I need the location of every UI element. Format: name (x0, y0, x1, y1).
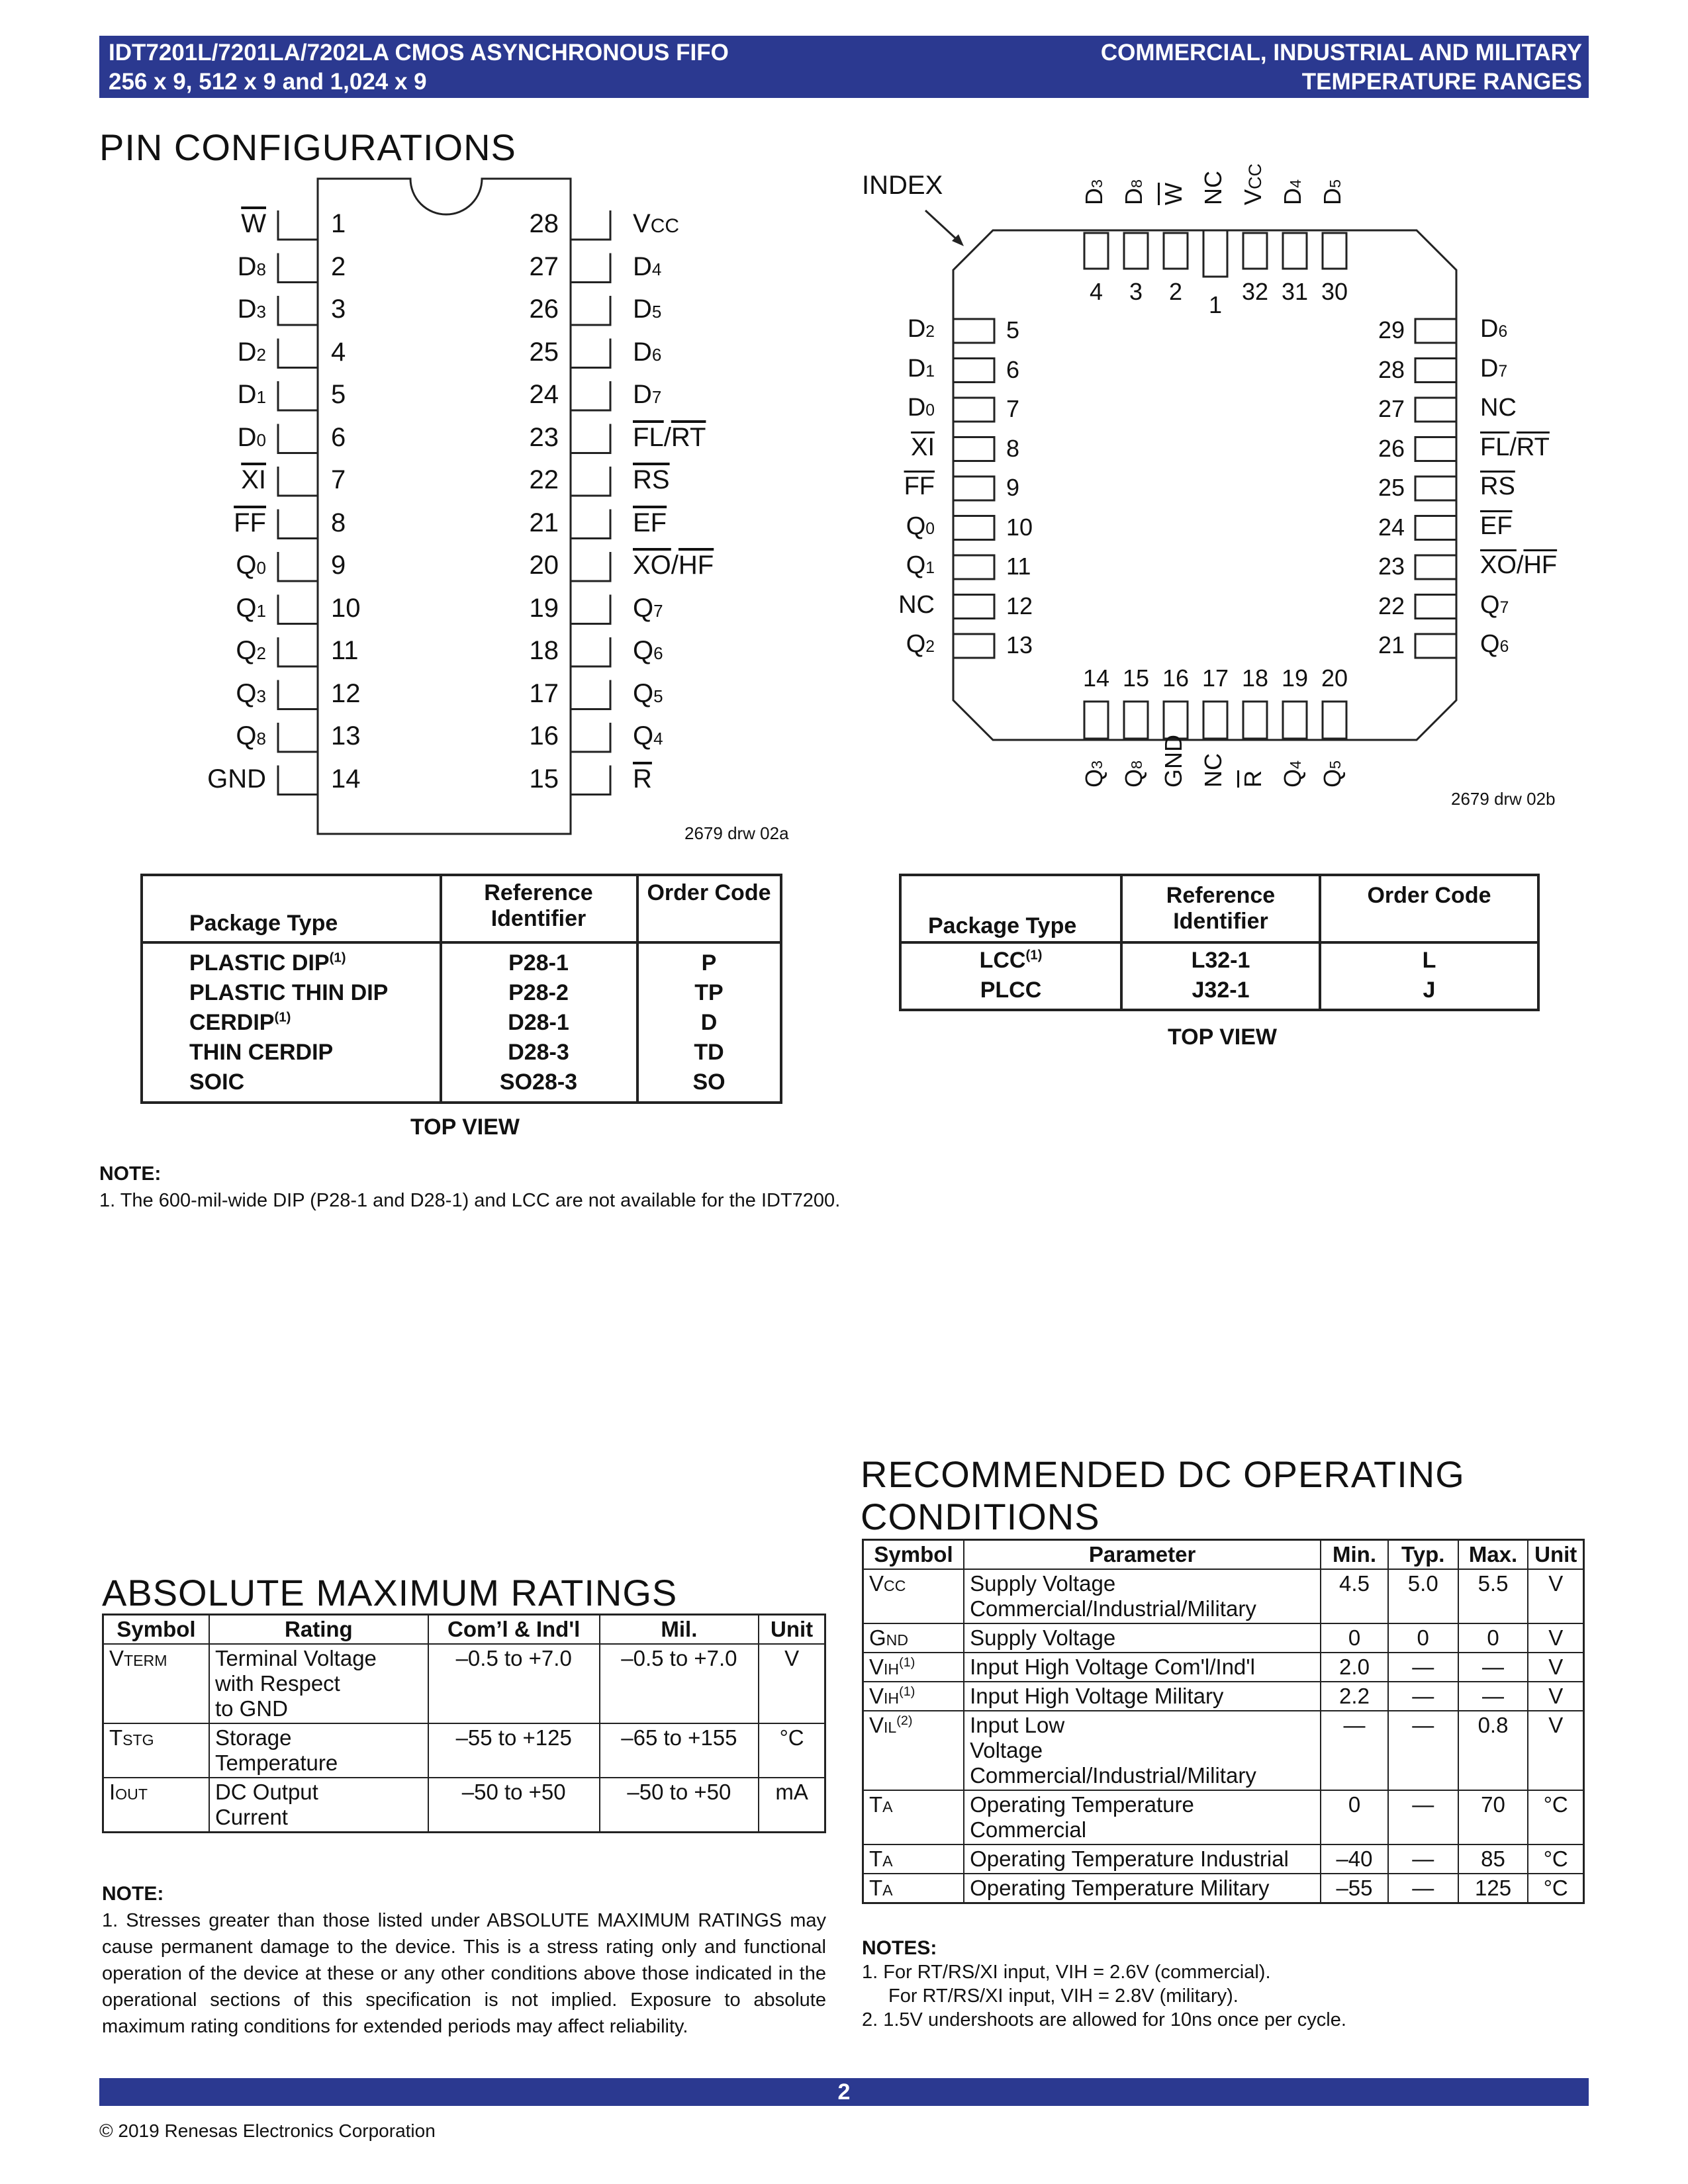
abs-cell-unit: mA (759, 1778, 825, 1833)
lcc-right-pad (1415, 634, 1456, 658)
dip-right-pin-name: $\overline{EF}$ (633, 508, 667, 537)
lcc-left-pin-number: 13 (1006, 631, 1033, 659)
dc-notes (862, 1936, 1346, 2032)
dip-right-pin-number: 16 (529, 721, 559, 751)
pkg-row-type: PLASTIC DIP$^{(1)}$ (189, 950, 346, 976)
abs-cell-mil: –50 to +50 (600, 1778, 759, 1833)
lcc-left-pad (953, 319, 994, 343)
lcc-pkg-row-reference: J32-1 (1192, 978, 1250, 1003)
lcc-top-pad (1124, 233, 1148, 269)
pkg-row-reference: D28-3 (508, 1040, 569, 1065)
dc-row (863, 1874, 1584, 1903)
lcc-right-pin-number: 28 (1378, 355, 1405, 383)
dip-left-pin-name: Q8 (236, 721, 266, 751)
dc-header-parameter: Parameter (964, 1540, 1321, 1570)
dc-cell-parameter: Supply Voltage Commercial/Industrial/Military (964, 1569, 1321, 1623)
lcc-left-pin-name: Q0 (906, 512, 935, 540)
lcc-pkg-row-reference: L32-1 (1191, 948, 1250, 973)
abs-row (103, 1723, 825, 1778)
dc-cell-typ: — (1388, 1653, 1458, 1682)
dc-cell-typ: 5.0 (1388, 1569, 1458, 1623)
dip-left-pin-number: 8 (331, 508, 346, 537)
package-note (99, 1161, 840, 1214)
pkg-row-order: TP (694, 980, 724, 1005)
dip-right-pin-name: $\overline{XO}/\overline{HF}$ (633, 551, 714, 580)
lcc-left-pin-number: 5 (1006, 316, 1020, 343)
dc-header-min: Min. (1321, 1540, 1388, 1570)
dip-left-pin-number: 7 (331, 465, 346, 494)
lcc-col-header-order: Order Code (1367, 883, 1491, 908)
lcc-col-header-reference: Reference Identifier (1166, 883, 1276, 934)
dip-left-pin-name: Q1 (236, 593, 266, 623)
dc-cell-min: 2.2 (1321, 1682, 1388, 1711)
dc-notes-title: NOTES: (862, 1937, 937, 1959)
dc-cell-max: 125 (1458, 1874, 1528, 1903)
lcc-bottom-pad (1124, 702, 1148, 739)
dc-cell-max: — (1458, 1653, 1528, 1682)
abs-cell-coml: –50 to +50 (428, 1778, 600, 1833)
copyright: © 2019 Renesas Electronics Corporation (99, 2120, 436, 2141)
lcc-right-pin-number: 29 (1378, 316, 1405, 343)
abs-cell-rating: Storage Temperature (209, 1723, 428, 1778)
abs-cell-symbol: IOUT (103, 1778, 209, 1833)
abs-max-table (102, 1614, 826, 1833)
lcc-left-pin-name: Q2 (906, 630, 935, 658)
lcc-right-pin-name: $\overline{RS}$ (1480, 473, 1515, 500)
lcc-top-pin-number: 32 (1241, 278, 1269, 305)
dc-header-row (863, 1540, 1584, 1570)
dc-cell-unit: V (1528, 1623, 1583, 1653)
dip-top-view: TOP VIEW (410, 1115, 520, 1140)
dc-note-1b: For RT/RS/XI input, VIH = 2.8V (military). (888, 1985, 1239, 2007)
dc-cell-typ: — (1388, 1711, 1458, 1790)
lcc-top-pin-name: D8 (1120, 179, 1147, 205)
abs-cell-mil: –65 to +155 (600, 1723, 759, 1778)
pkg-row-reference: P28-1 (508, 950, 569, 976)
lcc-bottom-pin-number: 18 (1241, 664, 1269, 692)
dc-cell-typ: — (1388, 1874, 1458, 1903)
dip-left-pin-name: D3 (237, 295, 266, 324)
dc-cell-min: 0 (1321, 1790, 1388, 1844)
abs-cell-symbol: TSTG (103, 1723, 209, 1778)
lcc-left-pin-number: 6 (1006, 355, 1020, 383)
dip-left-pin-number: 6 (331, 422, 346, 452)
dip-left-pin-number: 5 (331, 380, 346, 409)
lcc-left-pad (953, 634, 994, 658)
lcc-pkg-row-type: LCC$^{(1)}$ (979, 948, 1043, 973)
lcc-right-pin-number: 21 (1378, 631, 1405, 659)
lcc-top-pin-number: 2 (1168, 278, 1183, 305)
lcc-top-pin-number: 30 (1321, 278, 1348, 305)
dip-right-pin-number: 23 (529, 422, 559, 452)
abs-max-note (102, 1881, 826, 2040)
lcc-bottom-pin-name: Q8 (1120, 760, 1147, 788)
lcc-package-outline (0, 0, 1688, 860)
lcc-top-pin-name: D3 (1080, 179, 1107, 205)
lcc-left-pin-name: NC (898, 590, 935, 619)
lcc-top-pin-name: D4 (1279, 179, 1306, 205)
lcc-pkg-row-type: PLCC (980, 978, 1042, 1003)
dc-cell-max: — (1458, 1682, 1528, 1711)
lcc-right-pin-name: Q6 (1480, 630, 1509, 658)
lcc-right-pin-name: NC (1480, 394, 1517, 422)
dip-left-pin-number: 3 (331, 295, 346, 324)
dip-right-pin-name: D7 (633, 380, 662, 409)
lcc-bottom-pad (1164, 702, 1188, 739)
dip-right-pin-number: 17 (529, 678, 559, 708)
lcc-right-pin-number: 22 (1378, 592, 1405, 619)
dip-left-pin-name: D1 (237, 380, 266, 409)
dip-left-pin-name: $\overline{FF}$ (234, 508, 266, 537)
lcc-right-pad (1415, 595, 1456, 619)
dc-cell-symbol: VCC (863, 1569, 964, 1623)
lcc-top-pin-name: D5 (1319, 179, 1346, 205)
dc-cell-max: 70 (1458, 1790, 1528, 1844)
dip-left-pin-name: GND (207, 764, 266, 794)
pkg-row-reference: SO28-3 (499, 1069, 578, 1095)
abs-header-mil: Mil. (600, 1615, 759, 1645)
dc-cell-min: 4.5 (1321, 1569, 1388, 1623)
lcc-left-pad (953, 359, 994, 383)
dip-right-pin-name: D5 (633, 295, 662, 324)
dc-cell-unit: V (1528, 1653, 1583, 1682)
lcc-top-pin-number: 31 (1281, 278, 1309, 305)
dc-cell-max: 5.5 (1458, 1569, 1528, 1623)
dc-cell-symbol: VIH$^{(1)}$ (863, 1682, 964, 1711)
dip-left-pin-name: D8 (237, 251, 266, 281)
dip-left-pin-name: D2 (237, 337, 266, 367)
dc-cell-max: 0.8 (1458, 1711, 1528, 1790)
pkg-row-type: SOIC (189, 1069, 245, 1095)
dip-left-pin-name: Q2 (236, 636, 266, 665)
dip-right-pin-number: 25 (529, 337, 559, 367)
lcc-top-pin-number: 1 (1208, 291, 1223, 318)
lcc-right-pad (1415, 555, 1456, 579)
lcc-left-pad (953, 516, 994, 540)
pkg-row-type: PLASTIC THIN DIP (189, 980, 389, 1005)
abs-row (103, 1644, 825, 1723)
dc-cell-unit: °C (1528, 1874, 1583, 1903)
dc-note-2: 2. 1.5V undershoots are allowed for 10ns once per cycle. (862, 2009, 1346, 2030)
dc-row (863, 1653, 1584, 1682)
abs-max-title: ABSOLUTE MAXIMUM RATINGS (102, 1572, 678, 1614)
package-table-dip (140, 874, 782, 1104)
dc-cell-min: 2.0 (1321, 1653, 1388, 1682)
pin-config-title: PIN CONFIGURATIONS (99, 126, 516, 168)
dip-left-pin-name: $\overline{XI}$ (241, 465, 266, 494)
dc-cell-symbol: TA (863, 1844, 964, 1874)
lcc-left-pin-number: 7 (1006, 395, 1020, 422)
dip-left-pin-number: 12 (331, 678, 361, 708)
abs-header-symbol: Symbol (103, 1615, 209, 1645)
dip-right-pin-name: $\overline{FL}/\overline{RT}$ (633, 422, 706, 452)
lcc-top-pad (1203, 230, 1227, 277)
dc-cell-typ: — (1388, 1682, 1458, 1711)
lcc-right-pin-name: Q7 (1480, 590, 1509, 619)
dc-cell-max: 0 (1458, 1623, 1528, 1653)
dc-conditions-title: RECOMMENDED DC OPERATING CONDITIONS (861, 1453, 1465, 1537)
dip-right-pin-name: $\overline{R}$ (633, 764, 652, 794)
dc-header-max: Max. (1458, 1540, 1528, 1570)
lcc-top-pin-name: VCC (1239, 163, 1266, 205)
dc-row (863, 1844, 1584, 1874)
lcc-top-pin-number: 3 (1129, 278, 1143, 305)
lcc-right-pin-name: D7 (1480, 354, 1508, 383)
dip-right-pin-name: Q6 (633, 636, 663, 665)
lcc-bottom-pin-name: Q3 (1080, 760, 1107, 788)
dip-right-pin-number: 22 (529, 465, 559, 494)
lcc-bottom-pin-number: 16 (1162, 664, 1190, 692)
lcc-left-pin-number: 11 (1006, 553, 1031, 580)
index-label: INDEX (862, 171, 943, 200)
col-header-order: Order Code (647, 880, 771, 905)
lcc-left-pin-number: 8 (1006, 434, 1020, 462)
dc-cell-typ: — (1388, 1790, 1458, 1844)
abs-cell-coml: –0.5 to +7.0 (428, 1644, 600, 1723)
lcc-left-pin-name: $\overline{FF}$ (904, 473, 935, 500)
lcc-left-pin-name: D0 (907, 394, 935, 422)
dip-right-pin-number: 28 (529, 209, 559, 238)
pkg-row-reference: P28-2 (508, 980, 569, 1005)
dip-left-pin-number: 11 (331, 636, 359, 665)
lcc-top-pin-number: 4 (1089, 278, 1103, 305)
lcc-bottom-pin-name: NC (1199, 753, 1227, 788)
dc-cell-symbol: TA (863, 1874, 964, 1903)
dc-cell-parameter: Input High Voltage Military (964, 1682, 1321, 1711)
dip-left-pin-number: 14 (331, 764, 361, 794)
dc-conditions-table (862, 1539, 1585, 1904)
pkg-row-order: P (701, 950, 717, 976)
dip-left-pin-number: 13 (331, 721, 361, 751)
dc-cell-typ: 0 (1388, 1623, 1458, 1653)
lcc-right-pin-name: $\overline{EF}$ (1480, 512, 1513, 540)
lcc-left-pad (953, 595, 994, 619)
lcc-left-pad (953, 555, 994, 579)
pkg-row-order: TD (694, 1040, 724, 1065)
header-range-line2: TEMPERATURE RANGES (1301, 69, 1582, 95)
lcc-left-pad (953, 477, 994, 500)
dip-left-pin-name: D0 (237, 422, 266, 452)
lcc-top-pad (1084, 233, 1108, 269)
abs-note-title: NOTE: (102, 1883, 164, 1905)
lcc-left-pad (953, 437, 994, 461)
lcc-pkg-row-order: J (1423, 978, 1436, 1003)
lcc-top-view: TOP VIEW (1168, 1024, 1278, 1050)
abs-row (103, 1778, 825, 1833)
lcc-bottom-pad (1203, 702, 1227, 739)
dc-cell-parameter: Operating Temperature Military (964, 1874, 1321, 1903)
lcc-right-pin-name: $\overline{XO}/\overline{HF}$ (1480, 551, 1558, 579)
dip-right-pin-name: D6 (633, 337, 662, 367)
lcc-left-pin-number: 9 (1006, 474, 1020, 501)
abs-note-text: 1. Stresses greater than those listed under ABSOLUTE MAXIMUM RATINGS may cause permanent damage to the device. This is a stress rating only and functional operation of the device at these or any other conditions above those indicated in the operational sections of this specification is not implied. Exposure to absolute maximum rating conditions for extended periods may affect reliability. (102, 1910, 826, 2037)
dip-left-pin-number: 4 (331, 337, 346, 367)
dc-cell-symbol: GND (863, 1623, 964, 1653)
package-note-text: 1. The 600-mil-wide DIP (P28-1 and D28-1) and LCC are not available for the IDT7200. (99, 1190, 841, 1211)
dip-right-pin-name: Q4 (633, 721, 663, 751)
lcc-bottom-pin-number: 19 (1281, 664, 1309, 692)
dc-row (863, 1711, 1584, 1790)
lcc-left-pin-name: D1 (907, 354, 935, 383)
dc-cell-min: –40 (1321, 1844, 1388, 1874)
lcc-bottom-pad (1323, 702, 1346, 739)
lcc-right-pin-number: 27 (1378, 395, 1405, 422)
lcc-top-pad (1283, 233, 1307, 269)
lcc-right-pin-name: $\overline{FL}/\overline{RT}$ (1480, 433, 1550, 461)
abs-cell-unit: V (759, 1644, 825, 1723)
dc-cell-unit: °C (1528, 1844, 1583, 1874)
lcc-right-pad (1415, 437, 1456, 461)
abs-header-unit: Unit (759, 1615, 825, 1645)
lcc-bottom-pad (1084, 702, 1108, 739)
lcc-right-pad (1415, 359, 1456, 383)
dc-cell-unit: V (1528, 1569, 1583, 1623)
dc-cell-symbol: VIL$^{(2)}$ (863, 1711, 964, 1790)
dip-right-pin-number: 27 (529, 251, 559, 281)
dc-header-symbol: Symbol (863, 1540, 964, 1570)
dc-cell-max: 85 (1458, 1844, 1528, 1874)
dc-cell-typ: — (1388, 1844, 1458, 1874)
lcc-left-pin-number: 10 (1006, 513, 1033, 541)
dc-row (863, 1569, 1584, 1623)
header-subtitle: 256 x 9, 512 x 9 and 1,024 x 9 (109, 69, 427, 95)
lcc-bottom-pin-number: 17 (1201, 664, 1229, 692)
lcc-bottom-pin-name: Q5 (1319, 760, 1346, 788)
package-table-lcc (899, 874, 1540, 1011)
footer-bar (99, 2078, 1589, 2106)
dip-left-pin-number: 9 (331, 551, 346, 580)
dc-cell-parameter: Operating Temperature Industrial (964, 1844, 1321, 1874)
lcc-col-header-package-type: Package Type (928, 913, 1077, 938)
header-title: IDT7201L/7201LA/7202LA CMOS ASYNCHRONOUS FIFO (109, 40, 729, 66)
dip-right-pin-number: 15 (529, 764, 559, 794)
dip-left-pin-name: $\overline{W}$ (241, 209, 266, 238)
pkg-row-order: D (700, 1010, 718, 1035)
dc-cell-parameter: Input Low Voltage Commercial/Industrial/Military (964, 1711, 1321, 1790)
lcc-top-pad (1323, 233, 1346, 269)
lcc-left-pin-name: Q1 (906, 551, 935, 579)
lcc-left-pin-number: 12 (1006, 592, 1033, 619)
dip-right-pin-name: Q7 (633, 593, 663, 623)
lcc-bottom-pin-number: 15 (1122, 664, 1150, 692)
abs-cell-unit: °C (759, 1723, 825, 1778)
header-range-line1: COMMERCIAL, INDUSTRIAL AND MILITARY (1100, 40, 1582, 66)
dc-cell-unit: °C (1528, 1790, 1583, 1844)
lcc-bottom-pin-name: $\overline{R}$ (1239, 770, 1266, 788)
dc-row (863, 1682, 1584, 1711)
abs-cell-rating: DC Output Current (209, 1778, 428, 1833)
abs-cell-coml: –55 to +125 (428, 1723, 600, 1778)
dip-right-pin-name: D4 (633, 251, 662, 281)
dip-right-pin-number: 18 (529, 636, 559, 665)
lcc-top-pin-name: $\overline{W}$ (1160, 183, 1187, 205)
dip-right-pin-number: 19 (529, 593, 559, 623)
dip-left-pin-number: 10 (331, 593, 361, 623)
dip-drawing-id: 2679 drw 02a (684, 823, 789, 843)
dc-cell-parameter: Operating Temperature Commercial (964, 1790, 1321, 1844)
dip-left-pin-name: Q0 (236, 551, 266, 580)
lcc-right-pin-number: 23 (1378, 553, 1405, 580)
page-number: 2 (837, 2079, 851, 2105)
dc-cell-min: — (1321, 1711, 1388, 1790)
dip-right-pin-number: 21 (529, 508, 559, 537)
lcc-top-pin-name: NC (1199, 171, 1227, 205)
abs-cell-symbol: VTERM (103, 1644, 209, 1723)
dip-right-pin-number: 24 (529, 380, 559, 409)
pkg-row-reference: D28-1 (508, 1010, 569, 1035)
lcc-bottom-pin-number: 14 (1082, 664, 1110, 692)
package-note-title: NOTE: (99, 1163, 162, 1185)
lcc-bottom-pad (1283, 702, 1307, 739)
lcc-top-pad (1243, 233, 1267, 269)
dc-row (863, 1790, 1584, 1844)
abs-header-rating: Rating (209, 1615, 428, 1645)
abs-header-row (103, 1615, 825, 1645)
dc-cell-symbol: TA (863, 1790, 964, 1844)
dip-left-pin-number: 2 (331, 251, 346, 281)
lcc-right-pad (1415, 398, 1456, 422)
dip-right-pin-name: VCC (633, 209, 680, 238)
pkg-row-order: SO (692, 1069, 726, 1095)
dip-right-pin-name: $\overline{RS}$ (633, 465, 670, 494)
pkg-row-type: CERDIP$^{(1)}$ (189, 1010, 291, 1035)
lcc-bottom-pad (1243, 702, 1267, 739)
lcc-left-pad (953, 398, 994, 422)
lcc-right-pin-number: 24 (1378, 513, 1405, 541)
lcc-pkg-row-order: L (1422, 948, 1436, 973)
abs-cell-rating: Terminal Voltage with Respect to GND (209, 1644, 428, 1723)
lcc-drawing-id: 2679 drw 02b (1451, 789, 1556, 809)
lcc-right-pad (1415, 516, 1456, 540)
lcc-left-pin-name: D2 (907, 315, 935, 343)
lcc-top-pad (1164, 233, 1188, 269)
lcc-bottom-pin-name: GND (1160, 735, 1187, 788)
dip-right-pin-number: 26 (529, 295, 559, 324)
col-header-reference: Reference Identifier (484, 880, 593, 931)
lcc-left-pin-name: $\overline{XI}$ (911, 433, 935, 461)
abs-cell-mil: –0.5 to +7.0 (600, 1644, 759, 1723)
lcc-bottom-pin-number: 20 (1321, 664, 1348, 692)
dc-row (863, 1623, 1584, 1653)
lcc-right-pad (1415, 319, 1456, 343)
dip-left-pin-name: Q3 (236, 678, 266, 708)
col-header-package-type: Package Type (189, 911, 338, 936)
dc-note-1a: 1. For RT/RS/XI input, VIH = 2.6V (commercial). (862, 1962, 1271, 1983)
dc-cell-unit: V (1528, 1682, 1583, 1711)
dc-header-unit: Unit (1528, 1540, 1583, 1570)
dc-cell-min: 0 (1321, 1623, 1388, 1653)
dc-cell-symbol: VIH$^{(1)}$ (863, 1653, 964, 1682)
lcc-right-pin-number: 25 (1378, 474, 1405, 501)
abs-header-coml: Com’l & Ind'l (428, 1615, 600, 1645)
lcc-right-pad (1415, 477, 1456, 500)
dc-cell-parameter: Input High Voltage Com'l/Ind'l (964, 1653, 1321, 1682)
pkg-row-type: THIN CERDIP (189, 1040, 334, 1065)
dc-cell-parameter: Supply Voltage (964, 1623, 1321, 1653)
lcc-right-pin-number: 26 (1378, 434, 1405, 462)
dip-left-pin-number: 1 (331, 209, 346, 238)
dip-right-pin-name: Q5 (633, 678, 663, 708)
dc-cell-min: –55 (1321, 1874, 1388, 1903)
dc-cell-unit: V (1528, 1711, 1583, 1790)
lcc-bottom-pin-name: Q4 (1279, 760, 1306, 788)
dc-header-typ: Typ. (1388, 1540, 1458, 1570)
lcc-right-pin-name: D6 (1480, 315, 1508, 343)
dip-right-pin-number: 20 (529, 551, 559, 580)
